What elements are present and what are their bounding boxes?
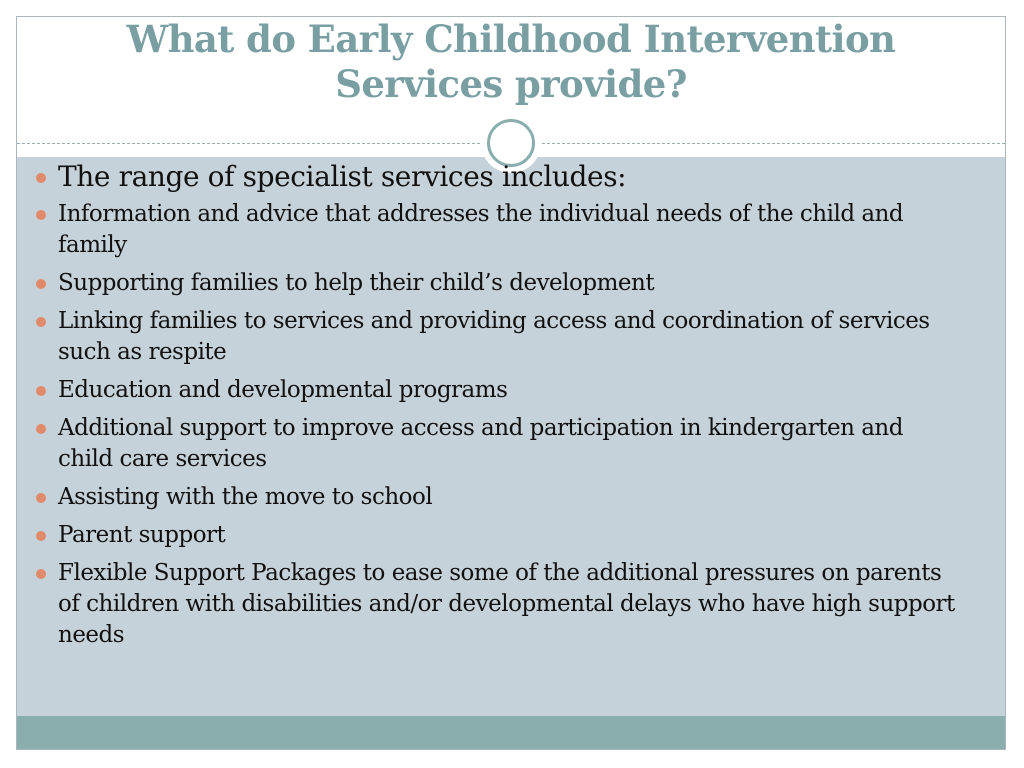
list-item-text: Flexible Support Packages to ease some of the additional pressures on parents of children with disabilities and/or developmental delays who have high support needs [58, 560, 955, 648]
slide-title-line-2: Services provide? [335, 62, 687, 106]
list-item [36, 306, 956, 368]
slide-title [17, 17, 1005, 107]
bullet-dot-icon [36, 386, 46, 396]
bullet-dot-icon [36, 279, 46, 289]
slide-title-line-1: What do Early Childhood Intervention [126, 17, 896, 61]
bullet-dot-icon [36, 569, 46, 579]
bullet-dot-icon [36, 424, 46, 434]
bullet-dot-icon [36, 493, 46, 503]
list-item [36, 413, 956, 475]
bullet-dot-icon [36, 531, 46, 541]
list-item-text: Linking families to services and providing access and coordination of services such as respite [58, 308, 930, 365]
list-item [36, 268, 956, 299]
lead-bullet-text: The range of specialist services includes: [58, 160, 627, 193]
list-item-text: Education and developmental programs [58, 377, 508, 403]
bullet-dot-icon [36, 210, 46, 220]
list-item [36, 199, 956, 261]
list-item-text: Information and advice that addresses the individual needs of the child and family [58, 201, 904, 258]
list-item [36, 520, 956, 551]
footer-band [17, 716, 1005, 750]
bullet-dot-icon [36, 317, 46, 327]
lead-bullet [36, 159, 956, 195]
bullet-list [36, 159, 956, 658]
list-item [36, 375, 956, 406]
list-item-text: Parent support [58, 522, 226, 548]
bullet-dot-icon [36, 173, 46, 183]
list-item-text: Supporting families to help their child’s development [58, 270, 655, 296]
list-item-text: Assisting with the move to school [58, 484, 433, 510]
list-item [36, 558, 956, 651]
list-item [36, 482, 956, 513]
list-item-text: Additional support to improve access and participation in kindergarten and child care services [58, 415, 903, 472]
